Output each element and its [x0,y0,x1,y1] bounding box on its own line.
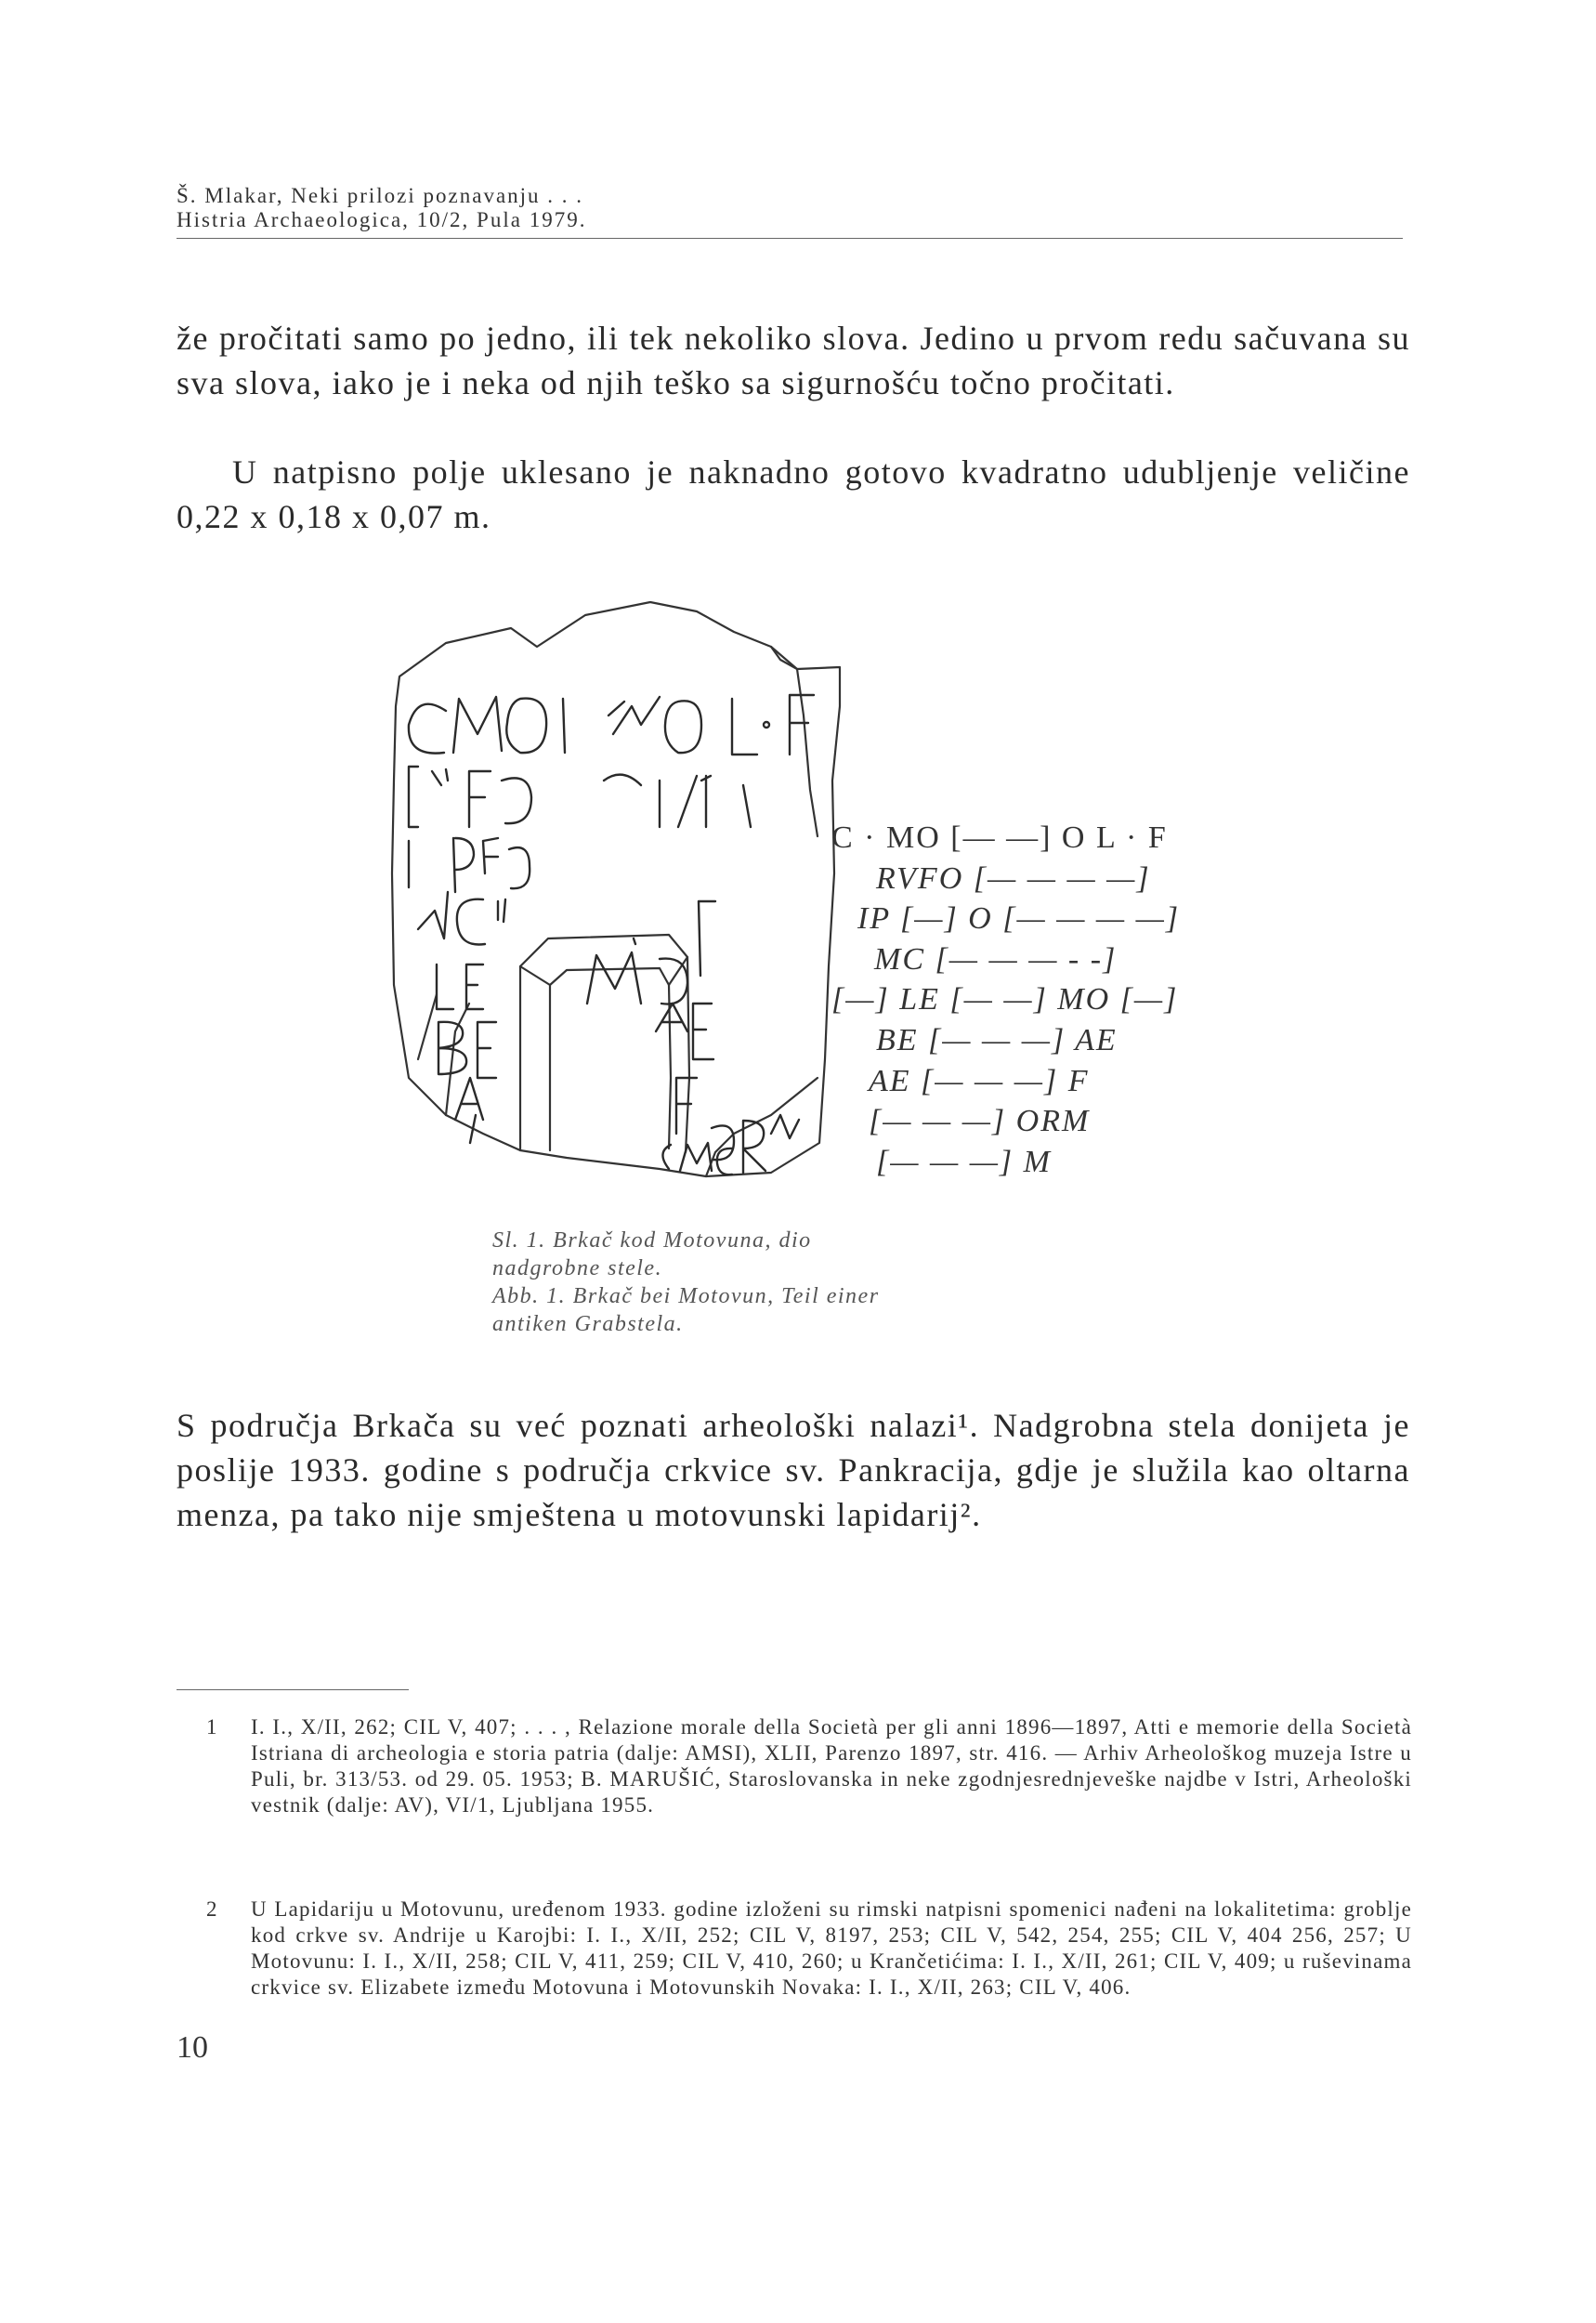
footnote-number: 1 [206,1715,218,1739]
inscription-transcription [831,818,1315,1182]
body-paragraph-2: U natpisno polje uklesano je naknadno gotovo kvadratno udubljenje veličine 0,22 x 0,18 x 0,07 m. [177,453,1410,535]
footnote-1 [206,1714,1412,1818]
footnote-text: U Lapidariju u Motovunu, uređenom 1933. godine izloženi su rimski natpisni spomenici nađeni na lokalitetima: groblje kod crkve sv. Andrije u Karojbi: I. I., X/II, 252; CIL V, 8197, 253; CIL V, 542, 254, 255; CIL V, 404 256, 257; U Motovunu: I. I., X/II, 258; CIL V, 411, 259; CIL V, 410, 260; u Krančetićima: I. I., X/II, 261; CIL V, 409; u ruševinama crkvice sv. Elizabete između Motovuna i Motovunskih Novaka: I. I., X/II, 263; CIL V, 406. [251,1897,1412,1999]
transcription-line: [—] LE [— —] MO [—] [831,982,1179,1017]
caption-german: Abb. 1. Brkač bei Motovun, Teil einer antiken Grabstela. [492,1284,880,1336]
footnote-rule [177,1689,409,1690]
transcription-line: C · MO [— —] O L · F [831,820,1168,855]
footnote-number: 2 [206,1897,218,1921]
carved-recess [520,935,689,1152]
transcription-line: RVFO [— — — —] [876,860,1151,896]
header-journal: Histria Archaeologica, 10/2, Pula 1979. [177,208,587,231]
body-paragraph-1: že pročitati samo po jedno, ili tek nekoliko slova. Jedino u prvom redu sačuvana su sva slova, iako je i neka od njih teško sa sigurnošću točno pročitati. [177,320,1410,401]
body-paragraph-3: S područja Brkača su već poznati arheološki nalazi¹. Nadgrobna stela donijeta je poslije 1933. godine s područja crkvice sv. Pankracija, gdje je služila kao oltarna menza, pa tako nije smještena u motovunski lapidarij². [177,1407,1410,1533]
transcription-line: BE [— — —] AE [876,1022,1118,1057]
transcription-line: MC [— — — - -] [874,941,1118,977]
transcription-line: IP [—] O [— — — —] [857,901,1181,937]
caption-croatian: Sl. 1. Brkač kod Motovuna, dio nadgrobne stele. [492,1228,812,1280]
footnote-text: I. I., X/II, 262; CIL V, 407; . . . , Relazione morale della Società per gli anni 1896—1897, Atti e memorie della Società Istriana di archeologia e storia patria (dalje: AMSI), XLII, Parenzo 1897, str. 416. — Arhiv Arheološkog muzeja Istre u Puli, br. 313/53. od 29. 05. 1953; B. MARUŠIĆ, Staroslovanska in neke zgodnjesrednjeveške najdbe v Istri, Arheološki vestnik (dalje: AV), VI/1, Ljubljana 1955. [251,1715,1412,1817]
transcription-line: [— — —] ORM [869,1104,1091,1139]
header-author-title: Š. Mlakar, Neki prilozi poznavanju . . . [177,184,584,207]
transcription-line: [— — —] M [876,1144,1052,1179]
figure-caption [492,1227,920,1338]
footnote-2 [206,1896,1412,2001]
stone-outline [392,602,840,1176]
stele-drawing [381,595,845,1189]
running-header [177,184,1403,239]
transcription-line: AE [— — —] F [869,1063,1090,1098]
header-rule [177,238,1403,239]
page-number: 10 [177,2030,208,2065]
